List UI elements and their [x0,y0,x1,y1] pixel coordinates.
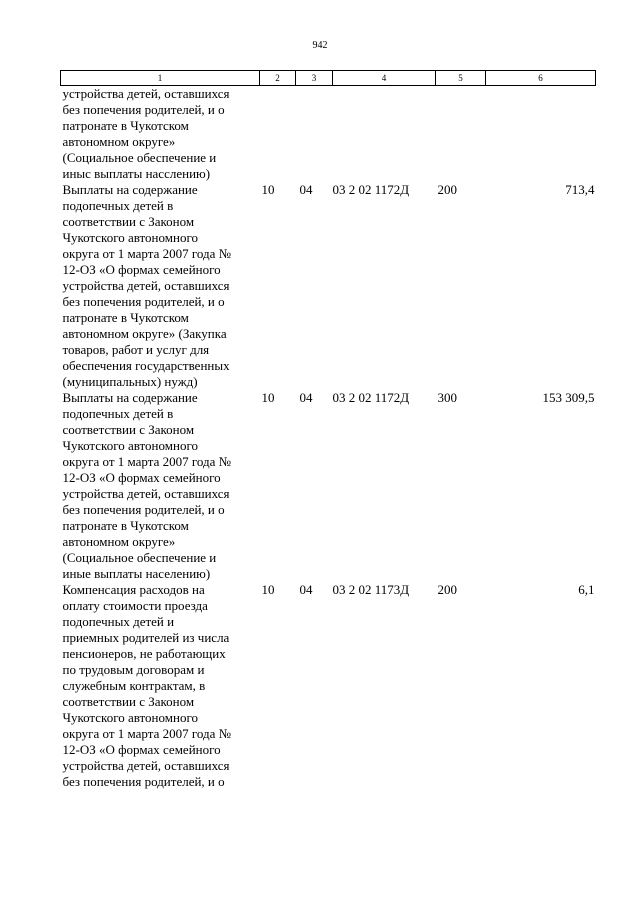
expense-type-code: 200 [437,582,457,597]
description-line: соответствии с Законом [62,422,195,437]
section-code: 10 [261,582,275,597]
row-description [61,182,260,390]
expense-type-code: 300 [437,390,457,405]
description-line: служебным контрактам, в [62,678,206,693]
column-header-4: 4 [333,71,436,86]
section-code: 10 [261,390,275,405]
description-line: пенсионеров, не работающих [62,646,226,661]
description-line: без попечения родителей, и о [62,294,225,309]
description-line: подопечных детей в [62,406,174,421]
table-row [61,390,596,582]
description-line: соответствии с Законом [62,214,195,229]
table-body [61,86,596,791]
description-line: Чукотского автономного [62,438,198,453]
description-line: 12-ОЗ «О формах семейного [62,262,221,277]
target-article-code: 03 2 02 1172Д [332,390,410,405]
description-line: Компенсация расходов на [62,582,205,597]
expense-type-code: 200 [437,182,457,197]
description-line: (Социальное обеспечение и [62,150,217,165]
description-line: Выплаты на содержание [62,390,198,405]
description-line: 12-ОЗ «О формах семейного [62,470,221,485]
description-line: (Социальное обеспечение и [62,550,217,565]
column-header-5: 5 [436,71,486,86]
description-line: автономном округе» [62,134,176,149]
description-line: (муниципальных) нужд) [62,374,198,389]
table-row [61,182,596,390]
budget-table [60,70,596,790]
description-line: устройства детей, оставшихся [62,758,230,773]
description-line: без попечения родителей, и о [62,774,225,789]
description-line: устройства детей, оставшихся [62,486,230,501]
column-header-1: 1 [61,71,260,86]
subsection-code [296,86,333,183]
column-number-header-row [61,71,596,86]
description-line: 12-ОЗ «О формах семейного [62,742,221,757]
description-line: товаров, работ и услуг для [62,342,210,357]
section-code: 10 [261,182,275,197]
description-line: без попечения родителей, и о [62,502,225,517]
description-line: подопечных детей и [62,614,175,629]
subsection-code: 04 [299,582,313,597]
description-line: автономном округе» (Закупка [62,326,227,341]
target-article-code [333,86,436,183]
amount-value: 713,4 [565,182,595,197]
table-row [61,86,596,183]
description-line: патронате в Чукотском [62,118,189,133]
description-line: иные выплаты населению) [62,566,211,581]
amount-value [486,86,596,183]
subsection-code: 04 [299,390,313,405]
description-line: оплату стоимости проезда [62,598,208,613]
description-line: округа от 1 марта 2007 года № [62,726,232,741]
description-line: соответствии с Законом [62,694,195,709]
description-line: Чукотского автономного [62,710,198,725]
description-line: патронате в Чукотском [62,310,189,325]
description-line: иныс выплаты насслению) [62,166,211,181]
description-line: по трудовым договорам и [62,662,205,677]
subsection-code: 04 [299,182,313,197]
description-line: патронате в Чукотском [62,518,189,533]
table-row [61,582,596,790]
description-line: устройства детей, оставшихся [62,278,230,293]
description-line: обеспечения государственных [62,358,230,373]
section-code [260,86,296,183]
description-line: без попечения родителей, и о [62,102,225,117]
row-description [61,390,260,582]
column-header-2: 2 [260,71,296,86]
description-line: Чукотского автономного [62,230,198,245]
target-article-code: 03 2 02 1173Д [332,582,410,597]
target-article-code: 03 2 02 1172Д [332,182,410,197]
column-header-6: 6 [486,71,596,86]
column-header-3: 3 [296,71,333,86]
amount-value: 153 309,5 [542,390,595,405]
description-line: подопечных детей в [62,198,174,213]
amount-value: 6,1 [578,582,595,597]
description-line: округа от 1 марта 2007 года № [62,454,232,469]
description-line: автономном округе» [62,534,176,549]
row-description [61,86,260,183]
description-line: Выплаты на содержание [62,182,198,197]
description-line: округа от 1 марта 2007 года № [62,246,232,261]
description-line: приемных родителей из числа [62,630,230,645]
description-line: устройства детей, оставшихся [62,86,230,101]
expense-type-code [436,86,486,183]
page-number: 942 [312,40,328,51]
row-description [61,582,260,790]
